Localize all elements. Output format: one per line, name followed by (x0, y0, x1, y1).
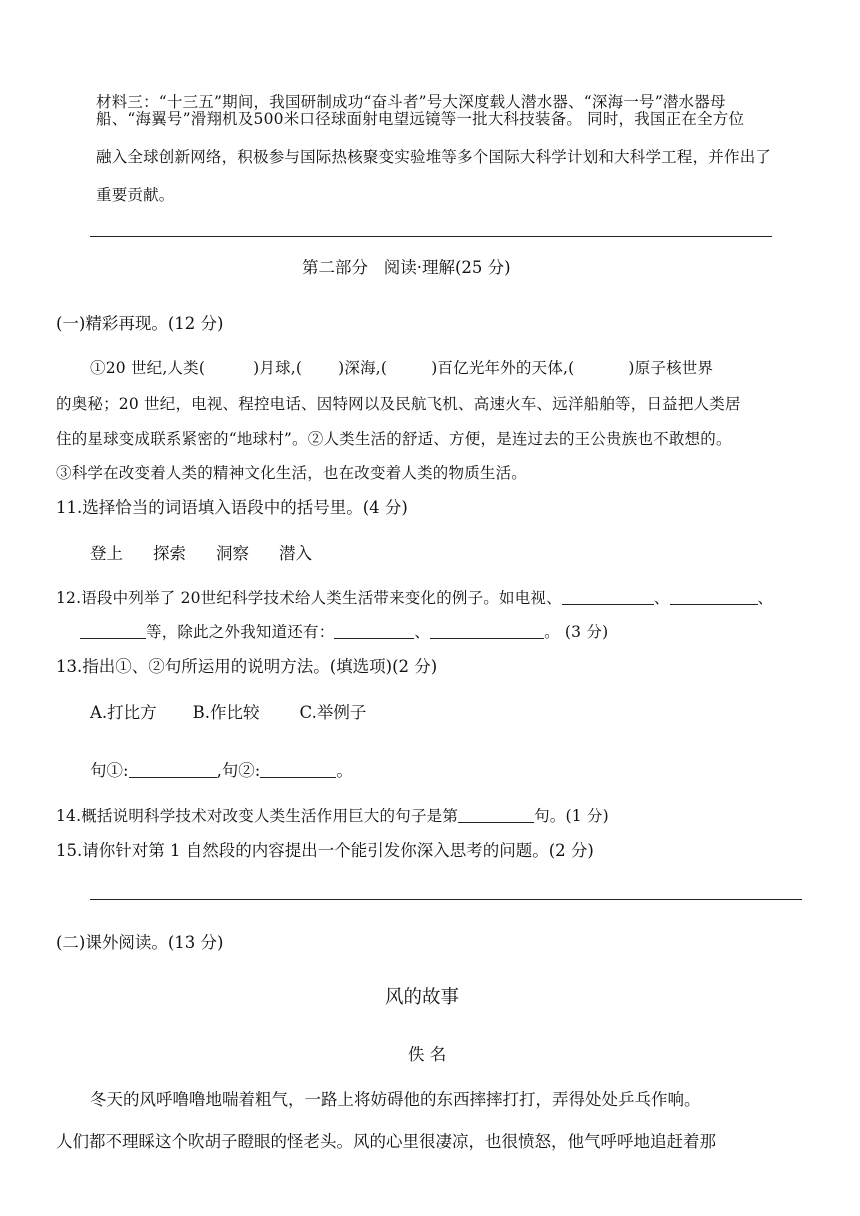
section-heading: (二)课外阅读。(13 分) (56, 933, 224, 952)
answer-blank[interactable] (562, 590, 654, 605)
story-title: 风的故事 (385, 987, 460, 1008)
passage-line: 的奥秘；20 世纪，电视、程控电话、因特网以及民航飞机、高速火车、远洋船舶等，日益把人类居 (56, 395, 741, 413)
material3-line: 船、“海翼号”滑翔机及500米口径球面射电望远镜等一批大科技装备。 同时，我国正在全方位 (96, 110, 745, 128)
question-13-answer: 句①: ,句②: 。 (90, 761, 353, 780)
question-15: 15.请你针对第 1 自然段的内容提出一个能引发你深入思考的问题。(2 分) (56, 841, 594, 860)
question-11: 11.选择恰当的词语填入语段中的括号里。(4 分) (56, 498, 408, 517)
question-13: 13.指出①、②句所运用的说明方法。(填选项)(2 分) (56, 657, 438, 676)
question-14: 14.概括说明科学技术对改变人类生活作用巨大的句子是第 句。(1 分) (56, 807, 609, 825)
passage-line: 住的星球变成联系紧密的“地球村”。②人类生活的舒适、方便，是连过去的王公贵族也不敢想的。 (56, 430, 732, 448)
section-heading: (一)精彩再现。(12 分) (56, 314, 224, 333)
question-12-cont: 等，除此之外我知道还有： 、 。 (3 分) (80, 620, 608, 642)
passage-line: ③科学在改变着人类的精神文化生活，也在改变着人类的物质生活。 (56, 464, 528, 482)
part-title: 第二部分 阅读·理解(25 分) (302, 258, 511, 277)
word-option: 探索 (153, 544, 186, 563)
choice-option: A.打比方 (90, 703, 157, 722)
question-12: 12.语段中列举了 20世纪科学技术给人类生活带来变化的例子。如电视、 、 、 (56, 589, 774, 607)
word-option: 洞察 (216, 544, 249, 563)
answer-blank[interactable] (334, 624, 414, 639)
word-option: 潜入 (279, 544, 312, 563)
material3-line: 重要贡献。 (96, 186, 175, 204)
word-options (90, 540, 312, 564)
story-author: 佚 名 (408, 1045, 447, 1064)
answer-line[interactable] (90, 899, 802, 900)
word-option: 登上 (90, 544, 123, 563)
material3-line: 融入全球创新网络，积极参与国际热核聚变实验堆等多个国际大科学计划和大科学工程，并作出了 (96, 148, 772, 166)
answer-blank[interactable] (458, 808, 534, 823)
choice-options (90, 699, 366, 723)
answer-blank[interactable] (80, 624, 146, 639)
answer-blank[interactable] (430, 624, 544, 639)
passage-line: ①20 世纪,人类( )月球,( )深海,( )百亿光年外的天体,( )原子核世界 (90, 359, 714, 377)
divider (90, 236, 772, 237)
material3-line: 材料三：“十三五”期间，我国研制成功“奋斗者”号大深度载人潜水器、“深海一号”潜水器母 (96, 93, 726, 111)
answer-blank[interactable] (260, 763, 336, 778)
story-line: 人们都不理睬这个吹胡子瞪眼的怪老头。风的心里很凄凉，也很愤怒，他气呼呼地追赶着那 (56, 1132, 716, 1151)
choice-option: C.举例子 (299, 703, 367, 722)
choice-option: B.作比较 (192, 703, 260, 722)
story-line: 冬天的风呼噜噜地喘着粗气，一路上将妨碍他的东西摔摔打打，弄得处处乒乓作响。 (90, 1090, 701, 1109)
answer-blank[interactable] (129, 763, 217, 778)
answer-blank[interactable] (670, 590, 758, 605)
